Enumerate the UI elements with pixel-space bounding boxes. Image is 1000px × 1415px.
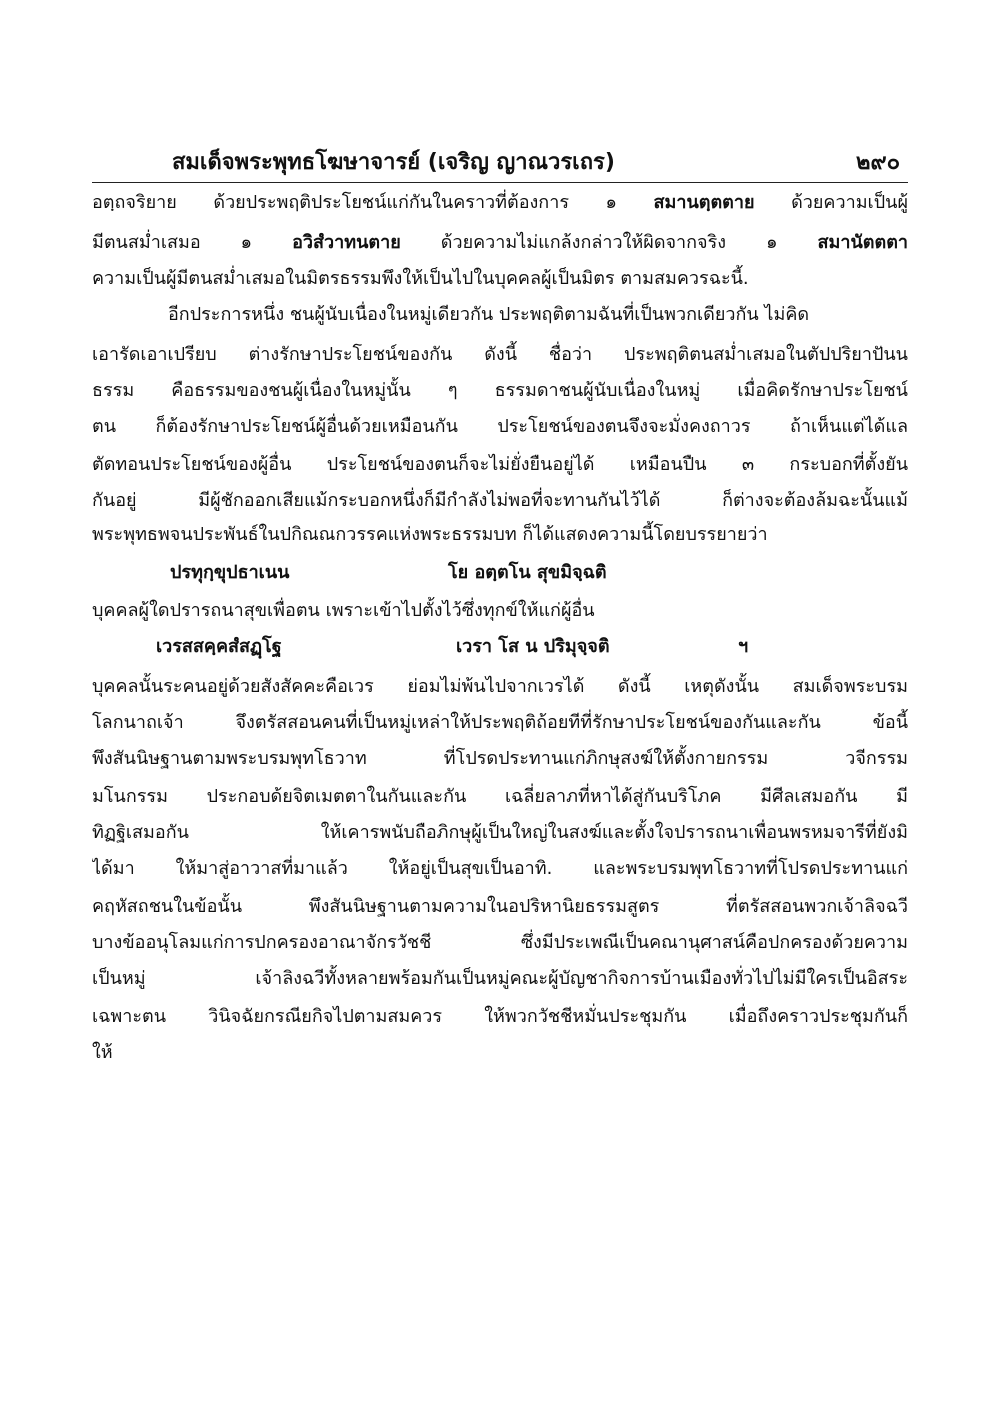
header-title: สมเด็จพระพุทธโฆษาจารย์ (เจริญ ญาณวรเถร) bbox=[172, 150, 615, 175]
text-line-1 bbox=[92, 188, 908, 218]
text-line-14: พึงสันนิษฐานตามพระบรมพุทโธวาท ที่โปรดประทานแก่ภิกษุสงฆ์ให้ตั้งกายกรรม วจีกรรม bbox=[92, 748, 908, 769]
running-header bbox=[92, 144, 908, 180]
pali-term: อวิสํวาทนตาย bbox=[292, 232, 401, 253]
header-rule bbox=[92, 182, 908, 183]
text-line-18: คฤหัสถชนในข้อนั้น พึงสันนิษฐานตามความในอปริหานิยธรรมสูตร ที่ตรัสสอนพวกเจ้าลิจฉวี bbox=[92, 896, 908, 917]
text-line-10: พระพุทธพจนประพันธ์ในปกิณณกวรรคแห่งพระธรรมบท ก็ได้แสดงความนี้โดยบรรยายว่า bbox=[92, 524, 768, 545]
text-segment: อตฺถจริยาย ด้วยประพฤติประโยชน์แก่กันในคราวที่ต้องการ ๑ bbox=[92, 192, 654, 213]
text-line-9: กันอยู่ มีผู้ชักออกเสียแม้กระบอกหนึ่งก็มีกำลังไม่พอที่จะทานกันไว้ได้ ก็ต่างจะต้องล้มฉะนั้นแม้ bbox=[92, 490, 908, 511]
text-line-3: ความเป็นผู้มีตนสม่ำเสมอในมิตรธรรมพึงให้เป็นไปในบุคคลผู้เป็นมิตร ตามสมควรฉะนี้. bbox=[92, 268, 749, 289]
text-line-21: เฉพาะตน วินิจฉัยกรณียกิจไปตามสมควร ให้พวกวัชชีหมั่นประชุมกัน เมื่อถึงคราวประชุมกันก็ bbox=[92, 1006, 908, 1027]
text-line-15: มโนกรรม ประกอบด้ยจิตเมตตาในกันและกัน เฉลี่ยลาภที่หาได้สู่กันบริโภค มีศีลเสมอกัน มี bbox=[92, 786, 908, 807]
pali-term: สมานัตตตา bbox=[817, 232, 908, 253]
verse-2-part-b: เวรา โส น ปริมุจฺจติ bbox=[456, 636, 610, 657]
text-line-2 bbox=[92, 228, 908, 258]
text-line-20: เป็นหมู่ เจ้าลิงฉวีทั้งหลายพร้อมกันเป็นหมู่คณะผู้บัญชากิจการบ้านเมืองทั่วไปไม่มีใครเป็นอิสระ bbox=[92, 968, 908, 989]
text-segment: ด้วยความไม่แกล้งกล่าวให้ผิดจากจริง ๑ bbox=[400, 232, 818, 253]
paragraph-start: อีกประการหนึ่ง ชนผู้นับเนื่องในหมู่เดียวกัน ประพฤติตามฉันที่เป็นพวกเดียวกัน ไม่คิด bbox=[168, 304, 810, 325]
verse-2-end-mark: ฯ bbox=[738, 636, 749, 657]
text-line-6: ธรรม คือธรรมของชนผู้เนื่องในหมู่นั้น ๆ ธรรมดาชนผู้นับเนื่องในหมู่ เมื่อคิดรักษาประโยชน์ bbox=[92, 380, 908, 401]
verse-2-part-a: เวรสสคฺคสํสฏฺโฐ bbox=[156, 636, 282, 657]
text-line-11: บุคคลผู้ใดปรารถนาสุขเพื่อตน เพราะเข้าไปตั้งไว้ซึ่งทุกข์ให้แก่ผู้อื่น bbox=[92, 600, 595, 621]
text-line-5: เอารัดเอาเปรียบ ต่างรักษาประโยชน์ของกัน ดังนี้ ชื่อว่า ประพฤติตนสม่ำเสมอในตัปปริยาปันน bbox=[92, 344, 908, 365]
text-line-8: ตัดทอนประโยชน์ของผู้อื่น ประโยชน์ของตนก็จะไม่ยั่งยืนอยู่ได้ เหมือนปืน ๓ กระบอกที่ตั้งยัน bbox=[92, 454, 908, 475]
pali-term: สมานตฺตตาย bbox=[653, 192, 755, 213]
text-line-16: ทิฏฐิเสมอกัน ให้เคารพนับถือภิกษุผู้เป็นใหญ่ในสงฆ์และตั้งใจปรารถนาเพื่อนพรหมจารีที่ยังมิ bbox=[92, 822, 908, 843]
page-number: ๒๙๐ bbox=[855, 150, 900, 175]
text-line-13: โลกนาถเจ้า จึงตรัสสอนคนที่เป็นหมู่เหล่าให้ประพฤติถ้อยทีที่รักษาประโยชน์ของกันและกัน ข้อนี้ bbox=[92, 712, 908, 733]
text-line-12: บุคคลนั้นระคนอยู่ด้วยสังสัคคะคือเวร ย่อมไม่พ้นไปจากเวรได้ ดังนี้ เหตุดังนั้น สมเด็จพระบรม bbox=[92, 676, 908, 697]
verse-1-part-a: ปรทุกฺขุปธาเนน bbox=[170, 562, 290, 583]
text-line-22: ให้ bbox=[92, 1042, 113, 1063]
verse-1-part-b: โย อตฺตโน สุขมิจฺฉติ bbox=[448, 562, 607, 583]
text-line-17: ได้มา ให้มาสู่อาวาสที่มาแล้ว ให้อยู่เป็นสุขเป็นอาทิ. และพระบรมพุทโธวาทที่โปรดประทานแก่ bbox=[92, 858, 908, 879]
text-line-7: ตน ก็ต้องรักษาประโยชน์ผู้อื่นด้วยเหมือนกัน ประโยชน์ของตนจึงจะมั่งคงถาวร ถ้าเห็นแต่ได้แล bbox=[92, 416, 908, 437]
text-segment: ด้วยความเป็นผู้ bbox=[754, 192, 908, 213]
text-segment: มีตนสม่ำเสมอ ๑ bbox=[92, 232, 293, 253]
text-line-19: บางข้ออนุโลมแก่การปกครองอาณาจักรวัชชี ซึ่งมีประเพณีเป็นคณานุศาสน์คือปกครองด้วยความ bbox=[92, 932, 908, 953]
